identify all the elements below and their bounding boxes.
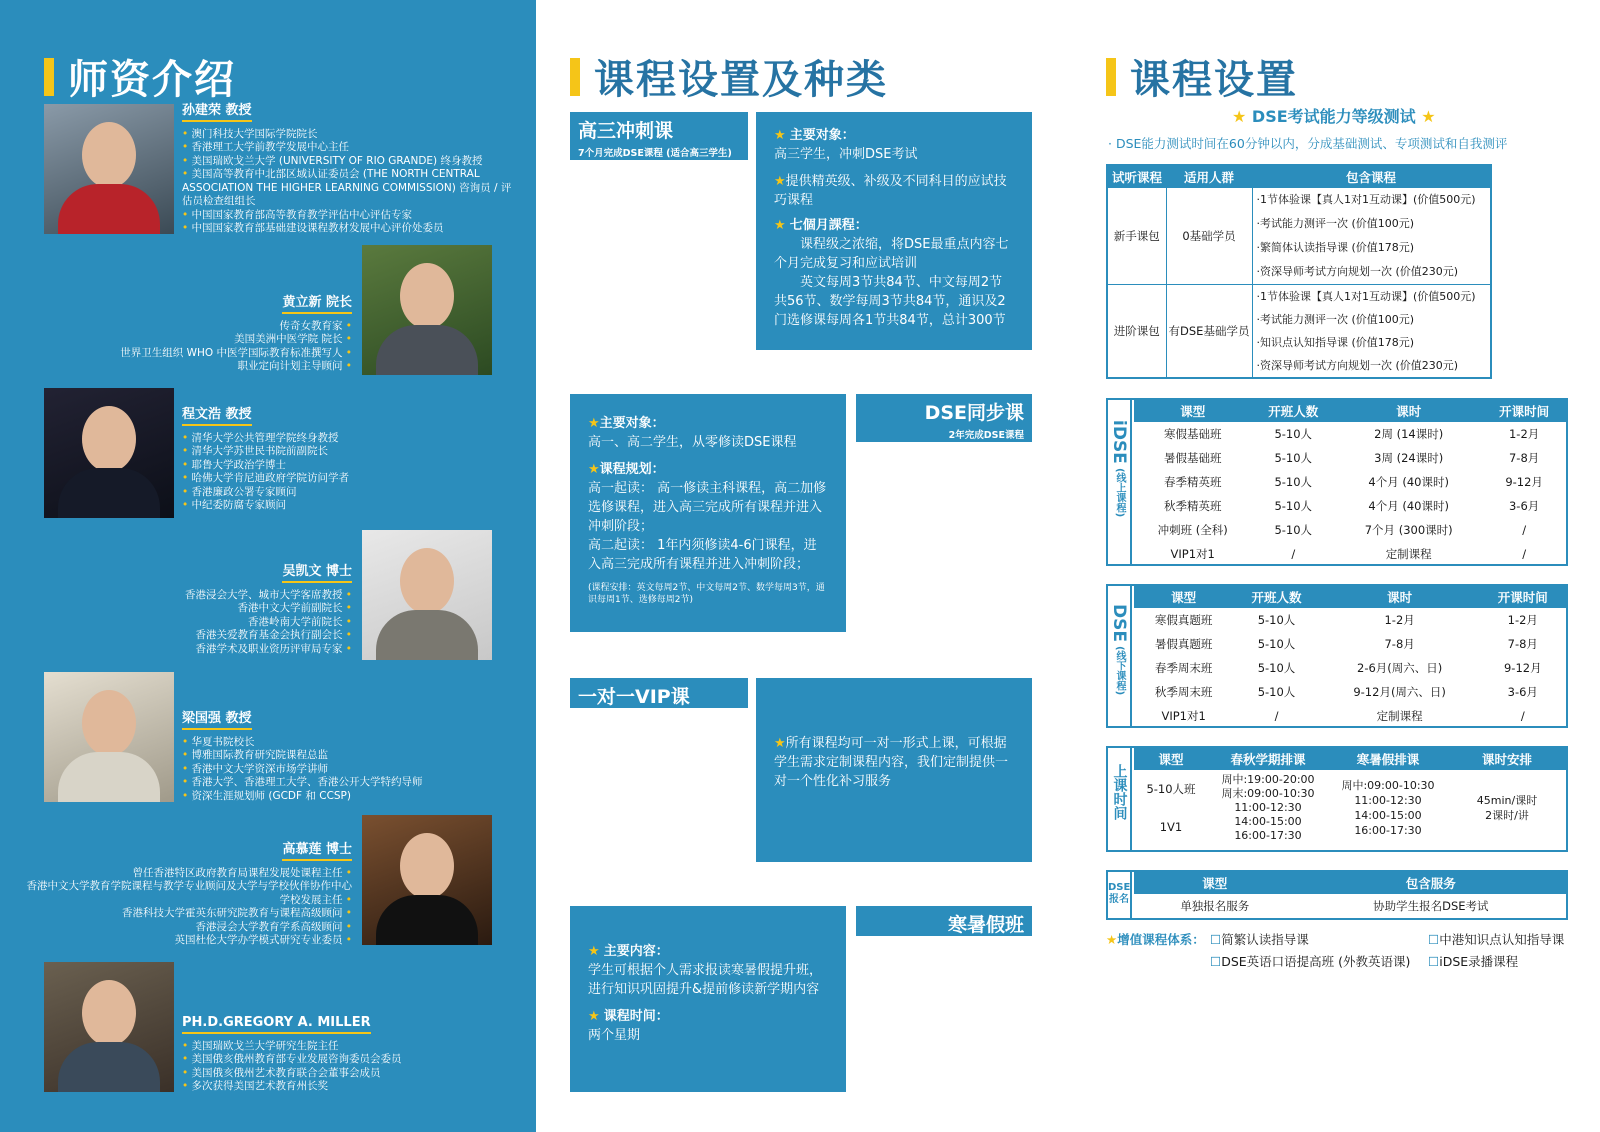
star-icon: ★ — [774, 218, 786, 233]
teacher-photo-2 — [362, 245, 492, 375]
star-icon: ★ — [588, 462, 600, 477]
teacher-photo-3 — [44, 388, 174, 518]
dse-side-label: DSE (线下课程) — [1108, 586, 1132, 726]
vip-box: ★所有课程均可一对一形式上课，可根据学生需求定制课程内容，我们定制提供一对一个性化补习服务 — [756, 678, 1032, 862]
trial-table: 试听课程 适用人群 包含课程 新手课包 0基础学员 ·1节体验课【真人1对1互动课】(价值500元) ·考试能力测评一次 (价值100元) ·繁简体认读指导课 (价值178元) ·资深导师考试方向规划一次 (价值230元) 进阶课包 有DSE基础学员 ·1节体验课【真人1对1互动课】(价值500元) ·考试能力测评一次 (价值100元) ·知识点认知指导课 (价值178元) ·资深导师考试方向规划一次 (价值230元) — [1106, 164, 1492, 379]
checkbox-icon: ☐ — [1428, 954, 1440, 969]
teacher-photo-1 — [44, 104, 174, 234]
table-row: VIP1对1 / 定制课程 / — [1161, 709, 1525, 723]
table-row: 秋季精英班 5-10人 4个月 (40课时) 3-6月 — [1163, 499, 1540, 513]
star-icon: ★ — [1232, 107, 1247, 126]
sync-tag: DSE同步课 2年完成DSE课程 — [856, 394, 1032, 442]
star-icon: ★ — [588, 944, 600, 959]
table-row: VIP1对1 / 定制课程 / — [1170, 547, 1527, 561]
table-row: 单独报名服务 协助学生报名DSE考试 — [1180, 899, 1489, 913]
teachers-title: 师资介绍 — [44, 48, 236, 105]
teacher-panel — [0, 0, 536, 1132]
teacher-photo-7 — [44, 962, 174, 1092]
signup-side-label: DSE报名 — [1108, 872, 1132, 918]
settings-desc: · DSE能力测试时间在60分钟以内，分成基础测试、专项测试和自我测评 — [1108, 136, 1508, 151]
sync-box: ★主要对象： 高一、高二学生，从零修读DSE课程 ★课程规划： 高一起读： 高一修读主科课程，高二加修选修课程，进入高三完成所有课程并进入冲刺阶段； 高二起读： 1年内须修读4-6门课程，进入高三完成所有课程并进入冲刺阶段； (课程安排：英文每周2节、中文每周2节、数学每周3节，通识每周1节、选修每周2节) — [570, 394, 846, 632]
checkbox-icon: ☐ — [1210, 954, 1222, 969]
star-icon: ★ — [774, 736, 786, 751]
teacher-profile-4: 吴凯文 博士 香港浸会大学、城市大学客席教授 • 香港中文大学前副院长 • 香港岭南大学前院长 • 香港关爱教育基金会执行副会长 • 香港学术及职业资历评审局专家 • — [60, 565, 352, 656]
valueadd-legend: ★增值课程体系： ☐简繁认读指导课 ☐中港知识点认知指导课 ☐DSE英语口语提高班 (外教英语课) ☐iDSE录播课程 — [1106, 932, 1565, 969]
signup-table: DSE报名 课型 包含服务 单独报名服务 协助学生报名DSE考试 — [1106, 870, 1568, 920]
table-row: 寒假真题班 5-10人 1-2月 1-2月 — [1154, 613, 1538, 627]
teacher-profile-2: 黄立新 院长 传奇女教育家 • 美国美洲中医学院 院长 • 世界卫生组织 WHO 中医学国际教育标准撰写人 • 职业定向计划主导顾问 • — [60, 296, 352, 374]
table-row: 秋季周末班 5-10人 9-12月(周六、日) 3-6月 — [1154, 685, 1538, 699]
star-icon: ★ — [588, 416, 600, 431]
teacher-profile-7: PH.D.GREGORY A. MILLER • 美国瑞欧戈兰大学研究生院主任 • 美国俄亥俄州教育部专业发展咨询委员会委员 • 美国俄亥俄州艺术教育联合会董事会成员 • 多次获得美国艺术教育州长奖 — [182, 1016, 512, 1094]
teacher-profile-5: 梁国强 教授 • 华夏书院校长 • 博雅国际教育研究院课程总监 • 香港中文大学资深市场学讲师 • 香港大学、香港理工大学、香港公开大学特约导师 • 资深生涯规划师 (GCDF 和 CCSP) — [182, 712, 512, 803]
table-row: 暑假基础班 5-10人 3周 (24课时) 7-8月 — [1163, 451, 1540, 465]
gaosan-box: ★ 主要对象： 高三学生，冲刺DSE考试 ★提供精英级、补级及不同科目的应试技巧课程 ★ 七個月課程： 课程级之浓缩，将DSE最重点内容七个月完成复习和应试培训 英文每周3节共84节、中文每周2节共56节、数学每周3节共84节，通识及2门选修课每周各1节共84节，总计300节 — [756, 112, 1032, 350]
table-row: 春季精英班 5-10人 4个月 (40课时) 9-12月 — [1163, 475, 1543, 489]
table-row: 新手课包 0基础学员 ·1节体验课【真人1对1互动课】(价值500元) ·考试能力测评一次 (价值100元) ·繁简体认读指导课 (价值178元) ·资深导师考试方向规划一次 (价值230元) — [1108, 188, 1490, 285]
settings-title: 课程设置 — [1106, 48, 1298, 105]
table-row: 5-10人班 1V1 周中:19:00-20:00 周末:09:00-10:30 11:00-12:30 14:00-15:00 16:00-17:30 周中:09:00-10:30 11:00-12:30 14:00-15:00 16:00-17:30 45min/课时 2课时/讲 — [1146, 773, 1538, 842]
checkbox-icon: ☐ — [1210, 932, 1222, 947]
star-icon: ★ — [1106, 932, 1118, 947]
star-icon: ★ — [774, 174, 786, 189]
holiday-box: ★ 主要内容： 学生可根据个人需求报读寒暑假提升班，进行知识巩固提升&提前修读新学期内容 ★ 课程时间： 两个星期 — [570, 906, 846, 1092]
gaosan-tag: 高三冲刺课 7个月完成DSE课程 (适合高三学生) — [570, 112, 748, 160]
star-icon: ★ — [774, 128, 786, 143]
holiday-tag: 寒暑假班 — [856, 906, 1032, 936]
teacher-profile-1: 孙建荣 教授 • 澳门科技大学国际学院院长 • 香港理工大学前教学发展中心主任 • 美国瑞欧戈兰大学 (UNIVERSITY OF RIO GRANDE) 终身教授 • 美国高等教育中北部区域认证委员会 (THE NORTH CENTRAL ASSOCIATION THE HIGHER LEARNING COMMISSION) 咨询员 / 评估员检查组组长 • 中国国家教育部高等教育教学评估中心评估专家 • 中国国家教育部基础建设课程教材发展中心评价处委员 — [182, 104, 512, 236]
checkbox-icon: ☐ — [1428, 932, 1440, 947]
teacher-profile-3: 程文浩 教授 • 清华大学公共管理学院终身教授 • 清华大学苏世民书院前副院长 • 耶鲁大学政治学博士 • 哈佛大学肯尼迪政府学院访问学者 • 香港廉政公署专家顾问 • 中纪委防腐专家顾问 — [182, 408, 512, 513]
teacher-photo-5 — [44, 672, 174, 802]
schedule-table: 上课时间 课型 春秋学期排课 寒暑假排课 课时安排 5-10人班 1V1 周中:19:00-20:00 周末:09:00-10:30 11:00-12:30 14:00-15:00 16:00-17:30 周中:09:00-10:30 11:00-12:30 14:00-15:00 16:00-17:30 45min/课时 2课时/讲 — [1106, 746, 1568, 852]
idse-side-label: iDSE (线上课程) — [1108, 400, 1132, 564]
teacher-profile-6: 高慕莲 博士 曾任香港特区政府教育局课程发展处课程主任 • 香港中文大学教育学院课程与教学专业顾问及大学与学校伙伴协作中心学校发展主任 • 香港科技大学霍英东研究院教育与课程高级顾问 • 香港浸会大学教育学系高级顾问 • 英国杜伦大学办学模式研究专业委员 • — [20, 843, 352, 948]
vip-tag: 一对一VIP课 — [570, 678, 748, 708]
table-row: 进阶课包 有DSE基础学员 ·1节体验课【真人1对1互动课】(价值500元) ·考试能力测评一次 (价值100元) ·知识点认知指导课 (价值178元) ·资深导师考试方向规划一次 (价值230元) — [1108, 285, 1490, 378]
settings-subtitle: ★ DSE考试能力等级测试 ★ — [1232, 107, 1436, 126]
star-icon: ★ — [588, 1009, 600, 1024]
courses-title: 课程设置及种类 — [570, 48, 888, 105]
table-row: 暑假真题班 5-10人 7-8月 7-8月 — [1154, 637, 1538, 651]
offline-table: DSE (线下课程) 课型 开班人数 课时 开课时间 寒假真题班 5-10人 1-2月 1-2月 暑假真题班 5-10人 7-8月 7-8月 春季周末班 5-10人 2-6月(周六、日) 9-12月 秋季周末班 5-10人 9-12月(周六、日) 3-6月 VIP1对1 / 定制课程 / — [1106, 584, 1568, 728]
table-row: 春季周末班 5-10人 2-6月(周六、日) 9-12月 — [1154, 661, 1542, 675]
teacher-photo-4 — [362, 530, 492, 660]
teacher-photo-6 — [362, 815, 492, 945]
online-table: iDSE (线上课程) 课型 开班人数 课时 开课时间 寒假基础班 5-10人 2周 (14课时) 1-2月 暑假基础班 5-10人 3周 (24课时) 7-8月 春季精英班 5-10人 4个月 (40课时) 9-12月 秋季精英班 5-10人 4个月 (40课时) 3-6月 冲刺班 (全科) 5-10人 7个月 (300课时) / VIP1对1 / 定制课程 / — [1106, 398, 1568, 566]
schedule-side-label: 上课时间 — [1108, 748, 1132, 850]
star-icon: ★ — [1421, 107, 1436, 126]
table-row: 寒假基础班 5-10人 2周 (14课时) 1-2月 — [1163, 427, 1540, 441]
table-row: 冲刺班 (全科) 5-10人 7个月 (300课时) / — [1157, 523, 1527, 537]
